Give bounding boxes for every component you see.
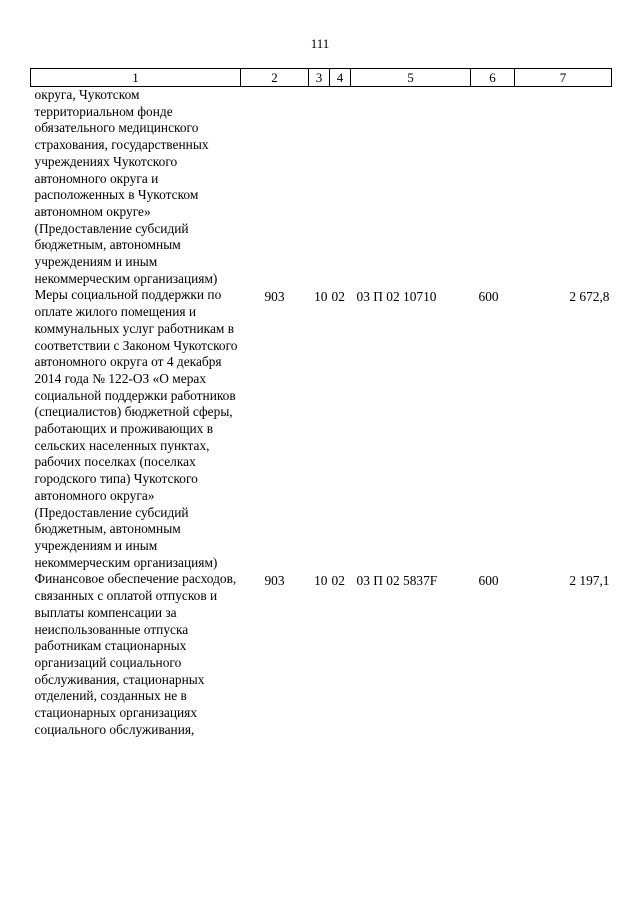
column-header: 4 [330,69,351,87]
row-rz: 10 [314,289,328,305]
row-vr: 600 [478,573,499,589]
column-header: 6 [471,69,515,87]
row-rz [309,87,330,288]
row-rz: 10 [314,573,328,589]
row-pr: 02 [331,573,345,589]
column-header: 3 [309,69,330,87]
row-name: Финансовое обеспечение расходов, связанных с оплатой отпусков и выплаты компенсации за неиспользованные отпуска работникам стационарных организаций социального обслуживания, стационарных отделений, созданных не в стационарных организациях социального обслуживания, [34,571,237,737]
table-row [31,571,612,738]
row-sum [515,87,612,288]
row-name: Меры социальной поддержки по оплате жилого помещения и коммунальных услуг работникам в соответствии с Законом Чукотского автономного округа от 4 декабря 2014 года № 122-ОЗ «О мерах социальной поддержки работников (специалистов) бюджетной сферы, работающих и проживающих в сельских населенных пунктах, рабочих поселках (поселках городского типа) Чукотского автономного округа» (Предоставление субсидий бюджетным, автономным учреждениям и иным некоммерческим организациям) [34,287,238,570]
table-row [31,87,612,288]
column-header: 2 [241,69,309,87]
row-vr [471,87,515,288]
column-header: 7 [515,69,612,87]
column-header-row [31,69,612,87]
row-grbs [241,87,309,288]
row-pr [330,87,351,288]
column-header: 5 [351,69,471,87]
row-pr: 02 [331,289,345,305]
row-grbs: 903 [264,289,285,305]
budget-table [30,68,612,738]
row-csr: 03 П 02 5837F [356,573,438,589]
column-header: 1 [31,69,241,87]
row-csr [351,87,471,288]
row-grbs: 903 [264,573,285,589]
page-number: 111 [310,36,330,51]
row-csr: 03 П 02 10710 [356,289,437,305]
row-sum: 2 672,8 [569,289,610,305]
row-vr: 600 [478,289,499,305]
table-row [31,287,612,571]
row-sum: 2 197,1 [569,573,610,589]
row-name: округа, Чукотском территориальном фонде обязательного медицинского страхования, государственных учреждениях Чукотского автономного округа и расположенных в Чукотском автономном округе» (Предоставление субсидий бюджетным, автономным учреждениям и иным некоммерческим организациям) [34,87,218,286]
